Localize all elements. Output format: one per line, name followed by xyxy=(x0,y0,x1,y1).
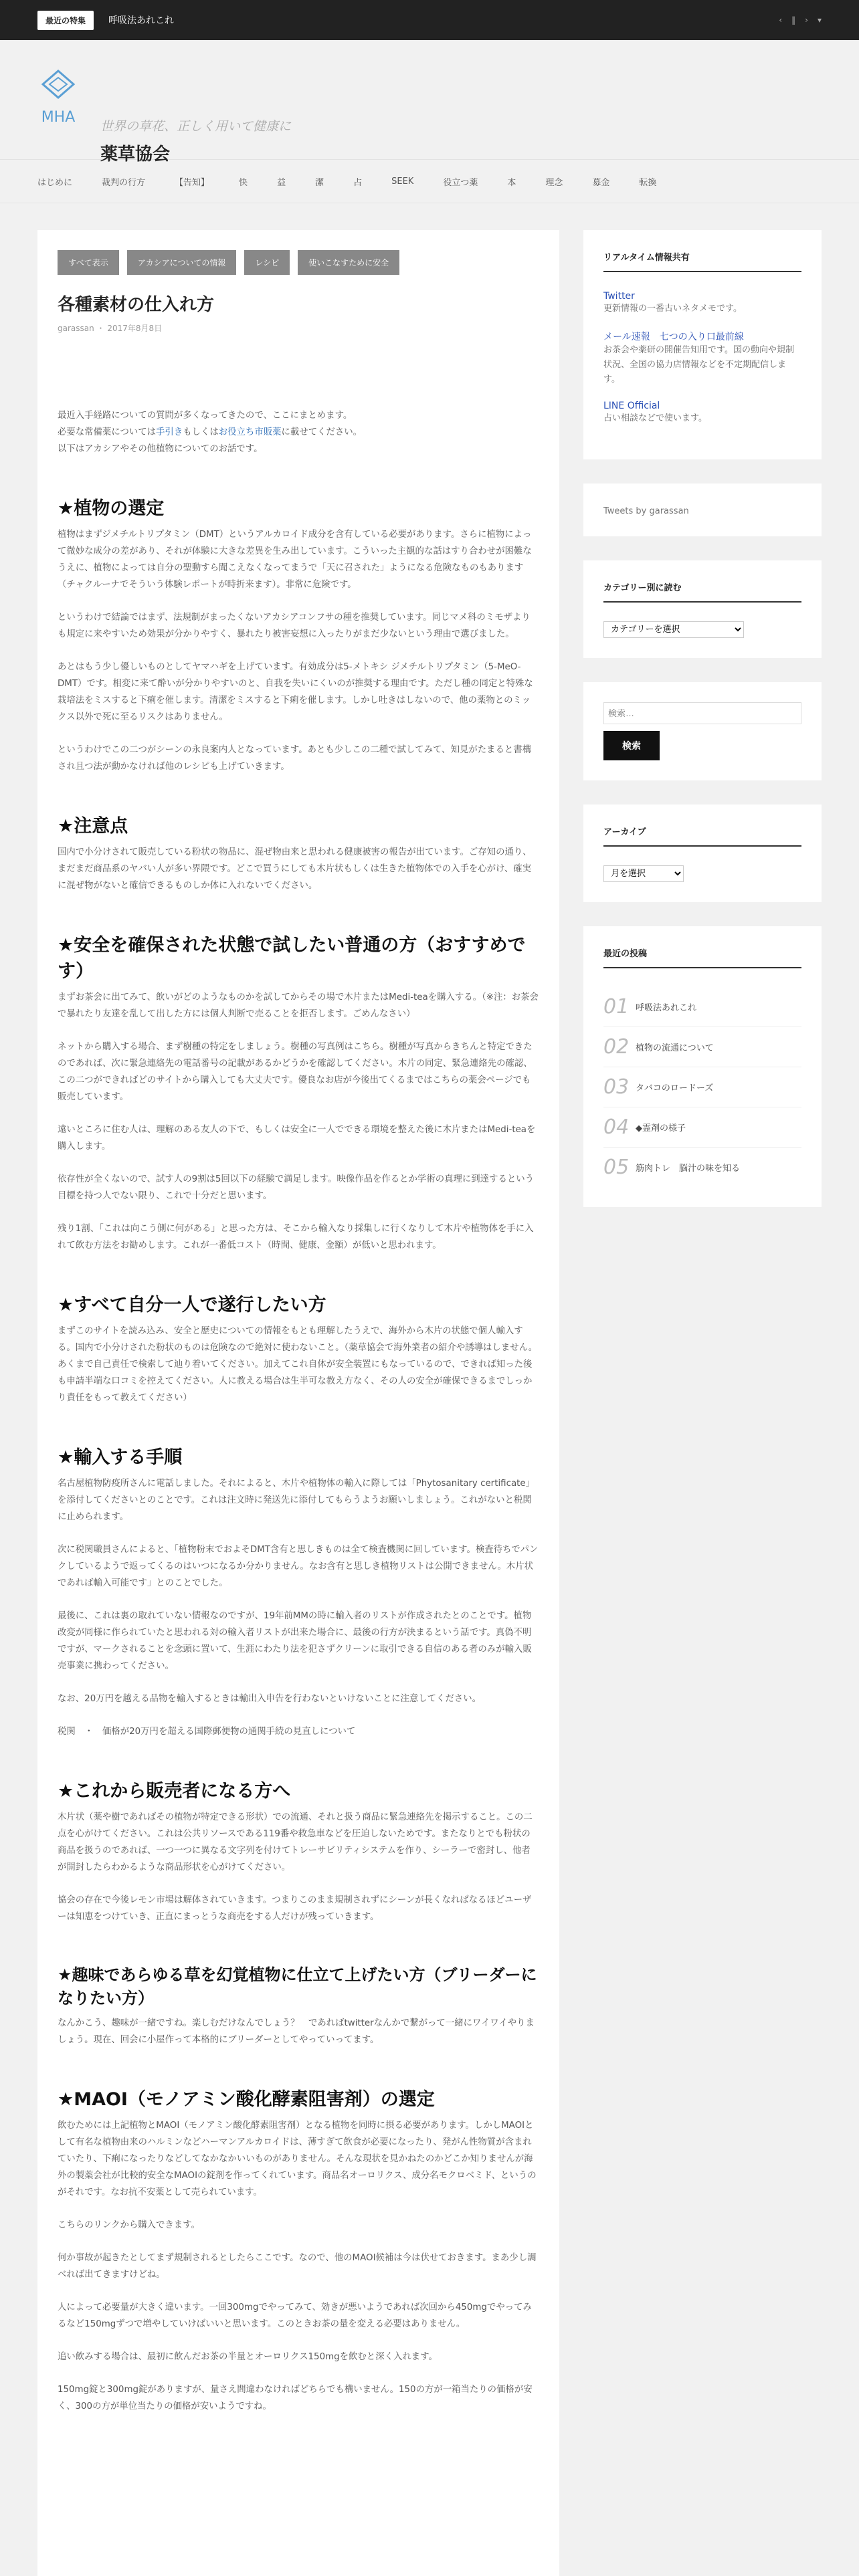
post-title[interactable]: ◆霊剤の様子 xyxy=(636,1123,686,1134)
intro-line: 必要な常備薬については xyxy=(58,427,157,437)
intro-line: もしくは xyxy=(183,427,219,437)
section-paragraph: 次に税関職員さんによると、「植物粉末でおよそDMT含有と思しきものは全て検査機関に回しています。検査待ちでパンクしているようで返ってくるのはいつになるか分かりません。なお含有と思しき植物リストは公開できません。木片状であれば輸入可能です」とのことでした。 xyxy=(58,1545,539,1588)
recent-post[interactable] xyxy=(603,1067,801,1107)
section-paragraph: というわけでこの二つがシーンの永良案内人となっています。あとも少しこの二種で試してみて、知見がたまると書構され且つ法が動かなければ他のレシピも上げていきます。 xyxy=(58,745,532,772)
section-paragraph: 協会の存在で今後レモン市場は解体されていきます。つまりこのまま規制されずにシーンが長くなればなるほどユーザーは知恵をつけていき、正直にまっとうな商売をする人だけが残っていきます。 xyxy=(58,1895,532,1922)
section-paragraph: ネットから購入する場合、まず樹種の特定をしましょう。樹種の写真例はこちら。樹種が写真からきちんと特定できたのであれば、次に緊急連絡先の電話番号の記載があるかどうかを確認してください。木片の同定、緊急連絡先の確認、この二つができればどのサイトから購入しても大丈夫です。優良なお店が今後出てくるまではこちらの薬会ページでも販売しています。 xyxy=(58,1042,533,1102)
nav-item[interactable]: SEEK xyxy=(391,176,414,187)
top-bar xyxy=(0,0,859,40)
section-paragraph: 何か事故が起きたとしてまず規制されるとしたらここです。なので、他のMAOI候補は今は伏せておきます。まあ少し調べれば出てきますけどね。 xyxy=(58,2253,537,2280)
post-number: 04 xyxy=(603,1115,630,1139)
section-paragraph: なお、20万円を越える品物を輸入するときは輸出入申告を行わないといけないことに注意してください。 xyxy=(58,1694,482,1704)
section-paragraph: あとはもう少し優しいものとしてヤマハギを上げています。有効成分は5-メトキシ ジメチルトリプタミン（5-MeO-DMT）です。相変に来て酔いが分かりやすいのと、自我を失いにくいのが推奨する理由です。ただし種の同定と特殊な栽培法をミスすると下痢を催します。清潔をミスすると下痢を催します。しかし吐きはしないので、他の薬物とのミックス以外で死に至るリスクはありません。 xyxy=(58,662,533,722)
nav-item[interactable]: 快 xyxy=(239,177,248,188)
ticker-link[interactable]: 呼吸法あれこれ xyxy=(108,15,175,26)
nav-item[interactable]: 本 xyxy=(507,177,516,188)
section-heading: ★安全を確保された状態で試したい普通の方（おすすめです） xyxy=(58,935,526,982)
category-widget xyxy=(583,560,822,658)
ticker-prev-icon[interactable]: ‹ xyxy=(779,15,783,25)
section-heading: ★注意点 xyxy=(58,816,128,837)
intro xyxy=(58,407,539,457)
nav-item[interactable]: 【告知】 xyxy=(175,177,210,188)
nav-item[interactable]: 益 xyxy=(277,177,286,188)
site-tagline: 世界の草花、正しく用いて健康に xyxy=(100,119,292,134)
nav-item[interactable]: 転換 xyxy=(639,177,657,188)
widget-text: お茶会や薬研の開催告知用です。国の動向や規制状況、全国の協力店情報などを不定期配信します。 xyxy=(603,345,794,385)
section-paragraph: 遠いところに住む人は、理解のある友人の下で、もしくは安全に一人でできる環境を整えた後に木片またはMedi-teaを購入します。 xyxy=(58,1125,536,1152)
archive-select[interactable] xyxy=(603,865,684,882)
search-widget xyxy=(583,682,822,780)
nav-item[interactable]: 潔 xyxy=(315,177,324,188)
section-paragraph: 飲むためには上記植物とMAOI（モノアミン酸化酵素阻害剤）となる植物を同時に摂る必要があります。しかしMAOIとして有名な植物由来のハルミンなどハーマンアルカロイドは、薄すぎて飲食が必要になったり、発がん性物質が含まれていたり、下痢になったりなどしてなかなかいいものがありません。そんな現状を見かねたのかどこか知りませんが海外の製薬会社が比較的安全なMAOIの錠剤を作ってくれています。商品名オーロリクス、成分名モクロベミド、というのがそれです。なお抗不安薬として売られています。 xyxy=(58,2121,537,2197)
ticker-pause-icon[interactable]: ‖ xyxy=(791,15,796,25)
intro-line: 以下はアカシアやその他植物についてのお話です。 xyxy=(58,444,263,454)
line-link[interactable]: LINE Official xyxy=(603,401,660,411)
section-paragraph: なんかこう、趣味が一緒ですね。楽しむだけなんでしょう？ であればtwitterなんかで繋がって一緒にワイワイやりましょう。現在、回会に小屋作って本格的にブリーダーとしてやっていってます。 xyxy=(58,2018,535,2045)
otc-link[interactable]: お役立ち市販薬 xyxy=(218,427,282,437)
section-paragraph: 税関 ・ 価格が20万円を超える国際郵便物の通関手続の見直しについて xyxy=(58,1727,356,1737)
section-heading: ★植物の選定 xyxy=(58,498,165,519)
recent-post[interactable] xyxy=(603,1148,801,1187)
site-logo-icon[interactable] xyxy=(37,68,79,127)
post-title[interactable]: タバコのロードーズ xyxy=(636,1083,714,1093)
featured-tag: 最近の特集 xyxy=(37,11,94,30)
widget-text: 更新情報の一番古いネタメモです。 xyxy=(603,304,742,314)
logo-text: MHA xyxy=(41,109,76,126)
post-title[interactable]: 呼吸法あれこれ xyxy=(636,1003,697,1013)
section-paragraph: 名古屋植物防疫所さんに電話しました。それによると、木片や植物体の輸入に際しては「Phytosanitary certificate」を添付してくださいとのことです。これは注文時に発送先に添付してもらうようお願いしましょう。これがないと税関に止められます。 xyxy=(58,1479,535,1522)
nav-item[interactable]: 募金 xyxy=(592,177,610,188)
post-number: 05 xyxy=(603,1156,630,1179)
mail-link[interactable]: メール速報 七つの入り口最前線 xyxy=(603,332,744,342)
post-title[interactable]: 植物の流通について xyxy=(636,1043,714,1053)
category-tag[interactable]: アカシアについての情報 xyxy=(127,250,237,275)
widget-title: カテゴリー別に読む xyxy=(603,580,801,603)
tweets-widget xyxy=(583,484,822,536)
site-name[interactable]: 薬草協会 xyxy=(100,144,171,165)
recent-posts-widget xyxy=(583,926,822,1207)
section-paragraph: 依存性が全くないので、試す人の9割は5回以下の経験で満足します。映像作品を作るとか学術の真理に到達するという目標を持つ人でない限り、これで十分だと思います。 xyxy=(58,1174,535,1201)
tweets-link[interactable]: Tweets by garassan xyxy=(603,506,689,516)
sidebar xyxy=(583,230,822,1231)
section-paragraph: こちらのリンクから購入できます。 xyxy=(58,2220,200,2230)
category-tag[interactable]: 使いこなすために安全 xyxy=(298,250,399,275)
section-paragraph: まずお茶会に出てみて、飲いがどのようなものかを試してからその場で木片またはMedi-teaを購入する。（※注：お茶会で暴れたり友達を乱して出した方には個人判断で売ることを拒否します。ごめんなさい） xyxy=(58,992,539,1019)
section-paragraph: 最後に、これは裏の取れていない情報なのですが、19年前MMの時に輸入者のリストが作成されたとのことです。植物改変が同様に作られていたと思われる対の輸入者リストが出来た場合に、最後の行方が決まるという話です。真偽不明ですが、マークされることを念頭に置いて、生涯にわたり法を犯さずクリーンに取引できる自信のある者のみが輸入販売事業に携わってください。 xyxy=(58,1611,532,1671)
section-heading: ★すべて自分一人で遂行したい方 xyxy=(58,1295,326,1315)
twitter-link[interactable]: Twitter xyxy=(603,291,635,302)
nav-item[interactable]: 理念 xyxy=(545,177,563,188)
section-paragraph: 国内で小分けされて販売している粉状の物品に、混ぜ物由来と思われる健康被害の報告が出ています。ご存知の通り、まだまだ商品系のヤバい人が多い界隈です。どこで買うにしても木片状もしくは生きた植物体での入手を心がけ、確実に混ぜ物がないと確信できるものしか体に入れないでください。 xyxy=(58,847,532,891)
article xyxy=(37,230,559,2576)
recent-post[interactable] xyxy=(603,1107,801,1148)
section-heading: ★輸入する手順 xyxy=(58,1447,183,1468)
section-heading: ★MAOI（モノアミン酸化酵素阻害剤）の選定 xyxy=(58,2089,435,2110)
section-paragraph: 残り1割、「これは向こう側に何がある」と思った方は、そこから輸入なり採集しに行くなりして木片や植物体を手に入れて飲む方法をお勧めします。これが一番低コスト（時間、健康、金額）が低いと思われます。 xyxy=(58,1224,534,1251)
widget-title: アーカイブ xyxy=(603,825,801,847)
section-paragraph: というわけで結論ではまず、法規制がまったくないアカシアコンフサの種を推奨しています。同じマメ科のミモザよりも規定に来やすいため効果が分かりやすく、暴れたり被害妄想に入ったりがまだ少ないという理由で選びました。 xyxy=(58,613,531,639)
section-paragraph: 150mg錠と300mg錠がありますが、量さえ間違わなければどちらでも構いません。150の方が一箱当たりの価格が安く、300の方が単位当たりの価格が安いようですね。 xyxy=(58,2385,533,2411)
widget-title: リアルタイム情報共有 xyxy=(603,250,801,272)
ticker-menu-icon[interactable]: ▾ xyxy=(817,15,822,25)
nav-item[interactable]: 裁判の行方 xyxy=(102,177,146,188)
section-paragraph: まずこのサイトを読み込み、安全と歴史についての情報をもとも理解したうえで、海外から木片の状態で個人輸入する。国内で小分けされた粉状のものは危険なので絶対に使わないこと。（薬草協会で海外業者の紹介や誘導はしません。あくまで自己責任で検索して辿り着いてください。加えてこれ自体が安全装置にもなっているので、できれば知った後も申請半端な口コミを控えてください。人に教える場合は生半可な教え方なく、その人の安全が確保できるまでしっかり責任をもって教えてください） xyxy=(58,1326,538,1403)
intro-line: 最近入手経路についての質問が多くなってきたので、ここにまとめます。 xyxy=(58,411,353,421)
intro-line: に載せてください。 xyxy=(281,427,363,437)
share-widget xyxy=(583,230,822,459)
nav-item[interactable]: 占 xyxy=(353,177,363,188)
article-sections xyxy=(58,494,539,2415)
section-paragraph: 木片状（薬や樹であればその植物が特定できる形状）での流通、それと扱う商品に緊急連絡先を掲示すること。この二点を心がけてください。これは公共リソースである119番や救急車などを圧迫しないためです。またなりとでも粉状の商品を扱うのであれば、一つ一つに異なる文字列を付けてトレーサビリティシステムを作り、シーラーで密封し、他者が開封したらわかるような商品形状を心がけてください。 xyxy=(58,1812,533,1872)
nav-item[interactable]: 役立つ薬 xyxy=(443,177,478,188)
site-header xyxy=(0,40,859,165)
article-title: 各種素材の仕入れ方 xyxy=(58,295,215,315)
section-heading: ★趣味であらゆる草を幻覚植物に仕立て上げたい方（ブリーダーになりたい方） xyxy=(58,1965,537,2008)
category-tag[interactable]: すべて表示 xyxy=(58,250,119,275)
widget-title: 最近の投稿 xyxy=(603,946,801,968)
article-meta: garassan ・ 2017年8月8日 xyxy=(58,324,163,333)
section-paragraph: 人によって必要量が大きく違います。一回300mgでやってみて、効きが悪いようであれば次回から450mgでやってみるなど150mgずつで増やしていけばいいと思います。このときお茶の量を変える必要はありません。 xyxy=(58,2302,532,2329)
search-input[interactable] xyxy=(603,702,801,724)
section-paragraph: 植物はまずジメチルトリプタミン（DMT）というアルカロイド成分を含有している必要があります。さらに植物によって微妙な成分の差があり、それが体験に大きな差異を生み出しています。こういった主観的な話はすり合わせが困難なうえに、植物によっては自分の聖動すら聞こえなくなってまうで「天に召された」ようになる危険なものもあります（チャクルーナでそういう体験レポートが時折来ます）。非常に危険です。 xyxy=(58,530,532,590)
section-heading: ★これから販売者になる方へ xyxy=(58,1781,291,1802)
section-paragraph: 追い飲みする場合は、最初に飲んだお茶の半量とオーロリクス150mgを飲むと深く入れます。 xyxy=(58,2352,438,2362)
search-button[interactable]: 検索 xyxy=(603,731,660,760)
ticker-next-icon[interactable]: › xyxy=(805,15,808,25)
post-number: 02 xyxy=(603,1035,630,1059)
post-title[interactable]: 筋肉トレ 脳汁の味を知る xyxy=(636,1164,741,1174)
recent-post[interactable] xyxy=(603,1027,801,1067)
category-tag[interactable]: レシピ xyxy=(244,250,290,275)
category-select[interactable] xyxy=(603,621,744,638)
post-number: 03 xyxy=(603,1075,630,1099)
recent-post[interactable] xyxy=(603,987,801,1027)
guide-link[interactable]: 手引き xyxy=(156,427,183,437)
archive-widget xyxy=(583,804,822,902)
widget-text: 占い相談などで使います。 xyxy=(603,413,707,423)
nav-item[interactable]: はじめに xyxy=(37,177,73,188)
main-nav xyxy=(0,159,859,203)
category-tags xyxy=(58,250,539,275)
post-number: 01 xyxy=(603,995,630,1018)
